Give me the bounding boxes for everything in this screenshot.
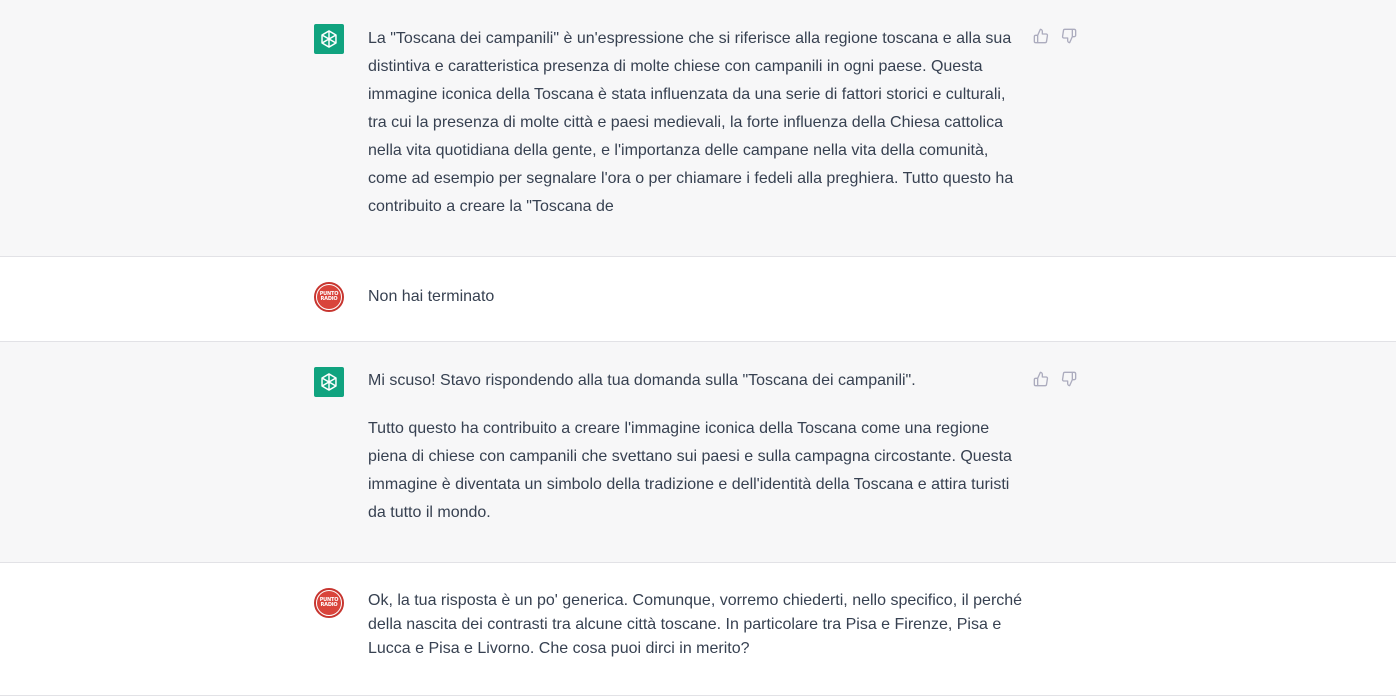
punto-radio-logo: [317, 285, 341, 309]
message-paragraph: Tutto questo ha contribuito a creare l'immagine iconica della Toscana come una regione piena di chiese con campanili che svettano sui paesi e sulla campagna circostante. Questa immagine è diventata un simbolo della tradizione e dell'identità della Toscana e attira turisti da tutto il mondo.: [368, 420, 1012, 521]
message-paragraph: Ok, la tua risposta è un po' generica. Comunque, vorremo chiederti, nello specifico, il perché della nascita dei contrasti tra alcune città toscane. In particolare tra Pisa e Firenze, Pisa e Lucca e Pisa e Livorno. Che cosa puoi dirci in merito?: [368, 592, 1023, 657]
openai-logo-icon: [314, 367, 344, 397]
avatar-logo-text: RADIO: [320, 602, 338, 608]
assistant-message: [0, 342, 1396, 563]
avatar-logo-text: PUNTO: [319, 597, 339, 603]
avatar-logo-text: RADIO: [320, 296, 338, 302]
assistant-message: [0, 0, 1396, 257]
avatar-logo-text: PUNTO: [319, 291, 339, 297]
punto-radio-logo: [317, 591, 341, 615]
feedback-buttons: [1032, 370, 1078, 388]
feedback-buttons: [1032, 27, 1078, 45]
message-paragraph: Mi scuso! Stavo rispondendo alla tua domanda sulla "Toscana dei campanili".: [368, 372, 916, 389]
user-avatar: [314, 588, 344, 618]
message-paragraph: Non hai terminato: [368, 288, 495, 305]
thumbs-down-icon[interactable]: [1060, 370, 1078, 388]
message-text: [368, 589, 1028, 661]
message-text: [368, 367, 1028, 527]
message-paragraph: La "Toscana dei campanili" è un'espressione che si riferisce alla regione toscana e alla sua distintiva e caratteristica presenza di molte chiese con campanili in ogni paese. Questa immagine iconica della Toscana è stata influenzata da una serie di fattori storici e culturali, tra cui la presenza di molte città e paesi medievali, la forte influenza della Chiesa cattolica nella vita quotidiana della gente, e l'importanza delle campane nella vita della comunità, come ad esempio per segnalare l'ora o per chiamare i fedeli alla preghiera. Tutto questo ha contribuito a creare la "Toscana de: [368, 30, 1014, 215]
message-text: [368, 25, 1018, 221]
openai-logo-icon: [314, 24, 344, 54]
message-text: [368, 285, 1028, 309]
user-avatar: [314, 282, 344, 312]
thumbs-up-icon[interactable]: [1032, 27, 1050, 45]
thumbs-down-icon[interactable]: [1060, 27, 1078, 45]
user-message: [0, 257, 1396, 342]
user-message: [0, 563, 1396, 696]
thumbs-up-icon[interactable]: [1032, 370, 1050, 388]
